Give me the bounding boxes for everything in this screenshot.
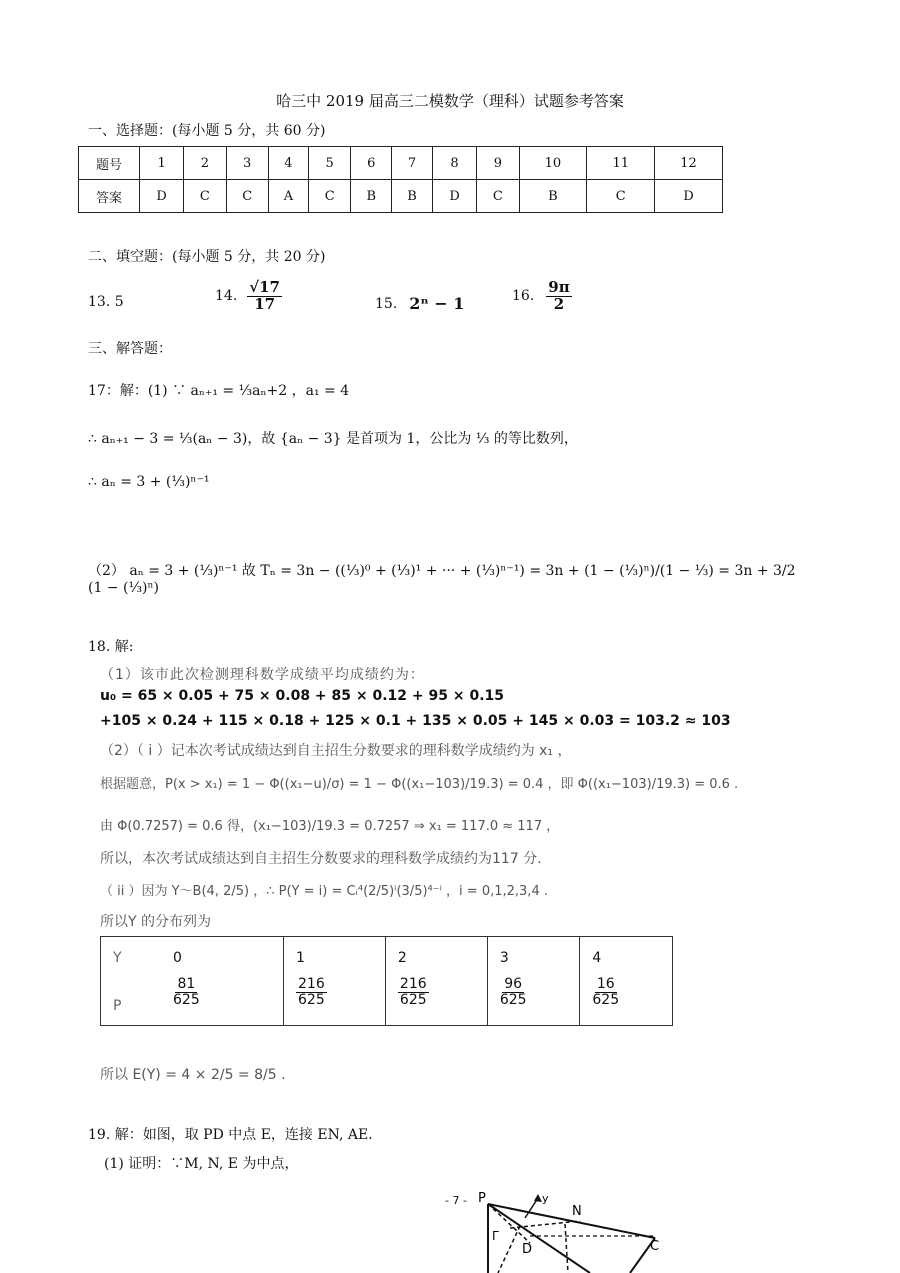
question-4: 4	[268, 147, 308, 180]
answer-2: C	[184, 180, 226, 213]
question-5: 5	[309, 147, 351, 180]
answer-15	[375, 294, 464, 313]
dist-den-0: 625	[173, 991, 200, 1008]
row-label-answer: 答案	[79, 180, 140, 213]
page-number: - 7 -	[445, 1194, 467, 1207]
answer-table	[78, 146, 723, 213]
section3-heading: 三、解答题：	[88, 341, 172, 357]
edge-e-down-dashed	[498, 1226, 520, 1273]
dist-p-3	[500, 977, 527, 1007]
p18-line4: （2）（ i ）记本次考试成绩达到自主招生分数要求的理科数学成绩约为 x₁ ，	[100, 743, 572, 759]
p17-line2: ∴ aₙ₊₁ − 3 = ⅓(aₙ − 3)，故 {aₙ − 3} 是首项为 1，公比为 ⅓ 的等比数列，	[88, 431, 578, 447]
dist-num-0: 81	[177, 976, 196, 992]
answer-12: D	[655, 180, 723, 213]
label-C: C	[650, 1239, 660, 1254]
answer-14-denominator: 17	[254, 294, 276, 313]
dist-p-0	[173, 977, 200, 1007]
question-11: 11	[587, 147, 655, 180]
answer-16-fraction	[546, 280, 571, 313]
answer-15-label: 15.	[375, 295, 398, 312]
dist-y-label: Y	[113, 950, 122, 966]
dist-den-2: 625	[399, 991, 427, 1008]
edge-n-down-dashed	[565, 1224, 568, 1273]
answer-7: B	[392, 180, 433, 213]
label-N: N	[572, 1204, 582, 1219]
label-y: y	[542, 1192, 549, 1205]
pyramid-figure	[470, 1188, 700, 1273]
p18-line8: （ ii ）因为 Y～B(4, 2/5) ，∴ P(Y = i) = Cᵢ⁴(2/5)ⁱ(3/5)⁴⁻ⁱ ，i = 0,1,2,3,4 .	[100, 884, 548, 899]
answer-14	[215, 280, 282, 313]
question-10: 10	[519, 147, 587, 180]
dist-p-4	[592, 977, 619, 1007]
dist-labels	[113, 945, 173, 1019]
section2-heading: 二、填空题：(每小题 5 分，共 20 分)	[88, 249, 326, 265]
answer-16-denominator: 2	[553, 294, 565, 313]
dist-den-1: 625	[298, 991, 325, 1008]
answer-14-numerator: √17	[249, 278, 280, 296]
dist-den-3: 625	[499, 991, 527, 1008]
question-8: 8	[432, 147, 476, 180]
question-3: 3	[226, 147, 268, 180]
answer-table-answer-row	[79, 180, 723, 213]
edge-en-dashed	[510, 1221, 580, 1228]
p17-part2: （2） aₙ = 3 + (⅓)ⁿ⁻¹ 故 Tₙ = 3n − ((⅓)⁰ + (⅓)¹ + ··· + (⅓)ⁿ⁻¹) = 3n + (1 − (⅓)ⁿ)/(1 − ⅓) = 3n + 3/2 (1 − (⅓)ⁿ)	[88, 563, 796, 596]
answer-11: C	[587, 180, 655, 213]
p18-heading: 18. 解:	[88, 639, 134, 655]
label-D: D	[522, 1242, 533, 1257]
dist-col-4	[580, 937, 673, 1026]
p17-line3: ∴ aₙ = 3 + (⅓)ⁿ⁻¹	[88, 474, 210, 490]
p18-line2: u₀ = 65 × 0.05 + 75 × 0.08 + 85 × 0.12 + 95 × 0.15	[100, 688, 505, 704]
p19-line1: 19. 解：如图，取 PD 中点 E，连接 EN, AE.	[88, 1127, 373, 1143]
question-2: 2	[184, 147, 226, 180]
distribution-table-row	[101, 937, 673, 1026]
p18-line9: 所以Y 的分布列为	[100, 914, 212, 930]
question-9: 9	[477, 147, 519, 180]
p18-line1: （1）该市此次检测理科数学成绩平均成绩约为：	[100, 667, 425, 683]
document-title: 哈三中 2019 届高三二模数学（理科）试题参考答案	[276, 92, 624, 110]
answer-14-label: 14.	[215, 288, 238, 305]
answer-13: 13. 5	[88, 294, 124, 310]
dist-col-1	[284, 937, 386, 1026]
label-P: P	[478, 1191, 486, 1206]
p18-line6: 由 Φ(0.7257) = 0.6 得，(x₁−103)/19.3 = 0.7257 ⇒ x₁ = 117.0 ≈ 117 ，	[100, 819, 560, 834]
answer-15-value: 2ⁿ − 1	[409, 294, 465, 313]
answer-16	[512, 280, 572, 313]
dist-den-4: 625	[592, 991, 620, 1008]
dist-y-1: 1	[296, 950, 305, 966]
dist-p-label: P	[113, 998, 122, 1014]
p18-line3: +105 × 0.24 + 115 × 0.18 + 125 × 0.1 + 135 × 0.05 + 145 × 0.03 = 103.2 ≈ 103	[100, 713, 731, 729]
row-label-question: 题号	[79, 147, 140, 180]
answer-8: D	[432, 180, 476, 213]
answer-16-numerator: 9π	[548, 278, 570, 296]
question-7: 7	[392, 147, 433, 180]
answer-1: D	[140, 180, 184, 213]
p18-line5: 根据题意，P(x > x₁) = 1 − Φ((x₁−u)/σ) = 1 − Φ((x₁−103)/19.3) = 0.4 ，即 Φ((x₁−103)/19.3) = 0.6 .	[100, 777, 739, 792]
axis-y-arrow	[534, 1194, 542, 1202]
dist-num-4: 16	[596, 976, 615, 992]
answer-table-question-row	[79, 147, 723, 180]
distribution-table	[100, 936, 673, 1026]
question-12: 12	[655, 147, 723, 180]
answer-16-label: 16.	[512, 288, 535, 305]
p18-line10: 所以 E(Y) = 4 × 2/5 = 8/5 .	[100, 1067, 286, 1083]
question-6: 6	[351, 147, 392, 180]
dist-y-2: 2	[397, 950, 407, 966]
answer-14-fraction	[247, 280, 282, 313]
answer-10: B	[519, 180, 587, 213]
answer-9: C	[477, 180, 519, 213]
dist-num-3: 96	[504, 976, 523, 992]
p19-line2: (1) 证明：∵M, N, E 为中点，	[104, 1156, 299, 1172]
answer-4: A	[268, 180, 308, 213]
section1-heading: 一、选择题：(每小题 5 分，共 60 分)	[88, 123, 326, 139]
dist-num-1: 216	[298, 976, 325, 992]
p17-line1: 17：解：(1) ∵ aₙ₊₁ = ⅓aₙ+2 ，a₁ = 4	[88, 383, 350, 399]
dist-col-2	[385, 937, 487, 1026]
dist-y-0: 0	[173, 950, 182, 966]
answer-5: C	[309, 180, 351, 213]
dist-cell-0	[101, 937, 284, 1026]
dist-cell-0-content	[113, 945, 283, 1019]
dist-p-2	[398, 977, 429, 1007]
answer-6: B	[351, 180, 392, 213]
dist-col-3	[487, 937, 580, 1026]
dist-y-4: 4	[592, 950, 602, 966]
answer-3: C	[226, 180, 268, 213]
p18-line7: 所以，本次考试成绩达到自主招生分数要求的理科数学成绩约为117 分.	[100, 851, 542, 867]
dist-col-0	[173, 945, 200, 1019]
dist-p-1	[296, 977, 327, 1007]
question-1: 1	[140, 147, 184, 180]
dist-num-2: 216	[399, 976, 427, 992]
dist-y-3: 3	[499, 950, 509, 966]
label-E: Γ	[492, 1229, 499, 1243]
